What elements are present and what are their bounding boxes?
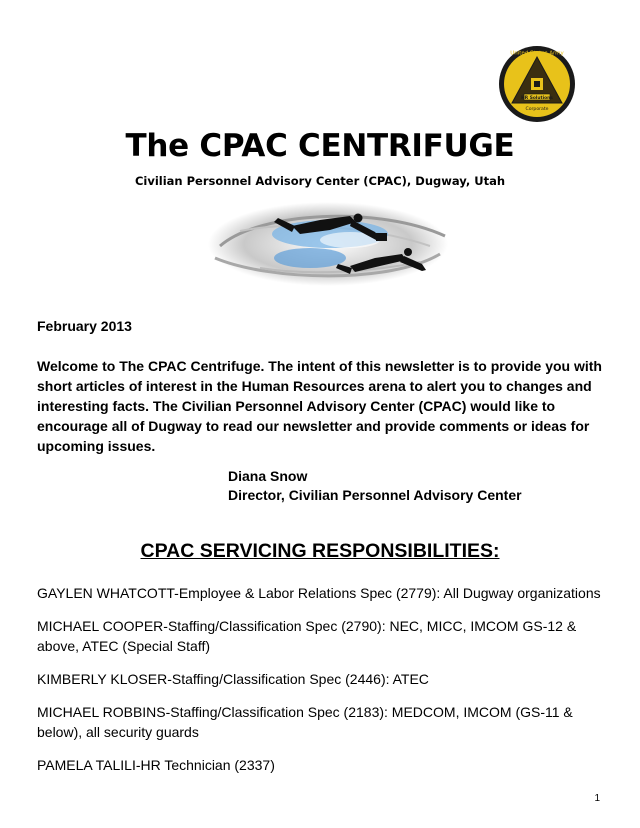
page-number: 1 [594, 793, 600, 804]
seal-text-mid: HR Solutions [521, 95, 553, 101]
issue-date: February 2013 [37, 318, 132, 334]
newsletter-title: The CPAC CENTRIFUGE [125, 128, 515, 164]
list-item: GAYLEN WHATCOTT-Employee & Labor Relations Spec (2779): All Dugway organizations [37, 585, 601, 601]
responsibilities-list [37, 583, 607, 788]
intro-paragraph: Welcome to The CPAC Centrifuge. The intent of this newsletter is to provide you with short articles of interest in the Human Resources arena to alert you to changes and interesting facts. The Civilian Personnel Advisory Center (CPAC) would like to encourage all of Dugway to read our newsletter and provide comments or ideas for upcoming issues. [37, 358, 602, 454]
signature-title: Director, Civilian Personnel Advisory Center [228, 487, 522, 503]
signature-block [228, 467, 522, 505]
seal-text-bottom: Corporate [525, 107, 549, 112]
list-item: PAMELA TALILI-HR Technician (2337) [37, 757, 275, 773]
responsibilities-heading: CPAC SERVICING RESPONSIBILITIES: [140, 540, 500, 562]
signature-name: Diana Snow [228, 468, 308, 484]
list-item: KIMBERLY KLOSER-Staffing/Classification Spec (2446): ATEC [37, 671, 429, 687]
list-item: MICHAEL COOPER-Staffing/Classification Spec (2790): NEC, MICC, IMCOM GS-12 & above, ATEC (Special Staff) [37, 618, 577, 654]
hr-battalion-seal-logo [498, 45, 576, 123]
newsletter-subtitle: Civilian Personnel Advisory Center (CPAC), Dugway, Utah [134, 174, 506, 188]
flying-businessmen-illustration [200, 196, 460, 296]
seal-text-top: United States Army [510, 50, 564, 57]
list-item: MICHAEL ROBBINS-Staffing/Classification Spec (2183): MEDCOM, IMCOM (GS-11 & below), all security guards [37, 704, 573, 740]
